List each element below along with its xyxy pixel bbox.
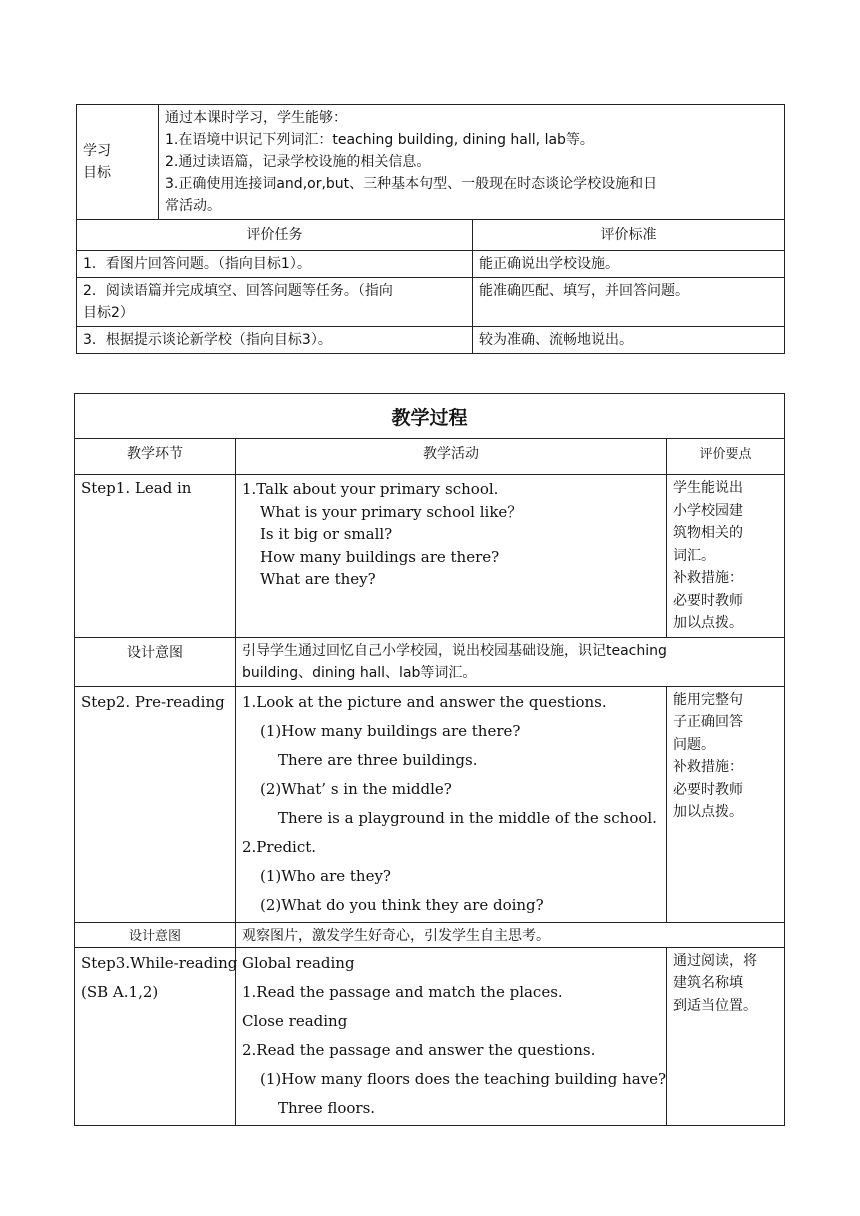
points-line: 必要时教师 (673, 592, 743, 609)
activity-line: What are they? (260, 570, 376, 588)
activity-line: (2)What’ s in the middle? (260, 779, 452, 798)
step1-points (667, 475, 785, 638)
points-line: 到适当位置。 (673, 997, 757, 1014)
activity-line: Three floors. (278, 1098, 376, 1117)
evaluation-task-line: 目标2） (83, 305, 134, 321)
evaluation-standard-header: 评价标准 (473, 220, 785, 251)
points-line: 问题。 (673, 736, 715, 753)
objectives-intro: 通过本课时学习，学生能够： (165, 110, 347, 126)
points-line: 词汇。 (673, 547, 715, 564)
design1-text (236, 637, 785, 686)
points-line: 通过阅读，将 (673, 952, 757, 969)
objective-item: 常活动。 (165, 198, 221, 214)
step1-stage: Step1. Lead in (75, 475, 236, 638)
evaluation-row (77, 251, 785, 278)
process-title: 教学过程 (75, 394, 785, 439)
objectives-row (77, 105, 785, 220)
col-points-header: 评价要点 (667, 439, 785, 475)
points-line: 建筑名称填 (673, 975, 743, 991)
evaluation-task-header: 评价任务 (77, 220, 473, 251)
evaluation-task (77, 251, 473, 278)
step2-activity (236, 686, 667, 922)
objectives-content (159, 105, 785, 220)
design2-text: 观察图片，激发学生好奇心，引发学生自主思考。 (236, 922, 785, 947)
points-line: 学生能说出 (673, 480, 743, 496)
activity-line: 1.Look at the picture and answer the questions. (242, 692, 607, 711)
activity-line: There is a playground in the middle of the school. (278, 808, 657, 827)
step3-stage (75, 947, 236, 1125)
activity-line: How many buildings are there? (260, 547, 500, 566)
stage-line: (SB A.1,2) (81, 982, 159, 1001)
evaluation-row (77, 327, 785, 354)
activity-line: What is your primary school like？ (260, 502, 523, 521)
activity-line: 2.Predict. (242, 837, 317, 856)
evaluation-row (77, 278, 785, 327)
activity-line: (2)What do you think they are doing? (260, 895, 544, 914)
step2-stage: Step2. Pre-reading (75, 686, 236, 922)
step2-row (75, 686, 785, 922)
design-line: 引导学生通过回忆自己小学校园，说出校园基础设施，识记teaching (242, 642, 667, 659)
activity-line: Global reading (242, 953, 355, 972)
evaluation-task-line: 2．阅读语篇并完成填空、回答问题等任务。（指向 (83, 283, 393, 299)
evaluation-header-row (77, 220, 785, 251)
activity-line: (1)How many floors does the teaching building have? (260, 1069, 667, 1088)
process-header-row (75, 439, 785, 475)
evaluation-standard: 能正确说出学校设施。 (473, 251, 785, 278)
objective-item: 1.在语境中识记下列词汇：teaching building, dining hall, lab等。 (165, 132, 594, 148)
activity-line: (1)Who are they? (260, 866, 391, 885)
activity-line: Is it big or small? (260, 525, 393, 543)
step2-points (667, 686, 785, 922)
points-line: 加以点拨。 (673, 804, 743, 820)
design2-label: 设计意图 (75, 922, 236, 947)
step1-row (75, 475, 785, 638)
objective-item: 2.通过读语篇，记录学校设施的相关信息。 (165, 154, 431, 170)
process-title-row (75, 394, 785, 439)
stage-line: Step3.While-reading (81, 953, 238, 972)
step3-activity (236, 947, 667, 1125)
activity-line: There are three buildings. (278, 750, 478, 769)
activity-line: 1.Talk about your primary school. (242, 480, 499, 498)
evaluation-task (77, 278, 473, 327)
objectives-label (77, 105, 159, 220)
evaluation-task (77, 327, 473, 354)
points-line: 能用完整句 (673, 691, 743, 708)
design1-row (75, 637, 785, 686)
activity-line: Close reading (242, 1011, 348, 1030)
col-activity-header: 教学活动 (236, 439, 667, 475)
evaluation-standard: 能准确匹配、填写，并回答问题。 (473, 278, 785, 327)
evaluation-task-line: 1．看图片回答问题。（指向目标1）。 (83, 256, 311, 272)
activity-line: (1)How many buildings are there? (260, 721, 521, 740)
points-line: 小学校园建 (673, 502, 743, 519)
process-table (74, 393, 785, 1126)
evaluation-task-line: 3．根据提示谈论新学校（指向目标3）。 (83, 332, 332, 348)
points-line: 筑物相关的 (673, 525, 743, 541)
step3-points (667, 947, 785, 1125)
points-line: 必要时教师 (673, 781, 743, 798)
points-line: 补救措施： (673, 570, 743, 586)
objectives-label-line: 目标 (83, 165, 111, 181)
design1-label: 设计意图 (75, 637, 236, 686)
points-line: 子正确回答 (673, 714, 743, 730)
objectives-label-line: 学习 (83, 143, 111, 159)
design-line: building、dining hall、lab等词汇。 (242, 664, 477, 681)
points-line: 补救措施： (673, 759, 743, 775)
col-stage-header: 教学环节 (75, 439, 236, 475)
activity-line: 2.Read the passage and answer the questions. (242, 1040, 596, 1059)
points-line: 加以点拨。 (673, 615, 743, 631)
evaluation-standard: 较为准确、流畅地说出。 (473, 327, 785, 354)
objective-item: 3.正确使用连接词and,or,but、三种基本句型、一般现在时态谈论学校设施和日 (165, 176, 658, 192)
step1-activity (236, 475, 667, 638)
activity-line: 1.Read the passage and match the places. (242, 982, 563, 1001)
step3-row (75, 947, 785, 1125)
design2-row (75, 922, 785, 947)
objectives-table (76, 104, 785, 354)
